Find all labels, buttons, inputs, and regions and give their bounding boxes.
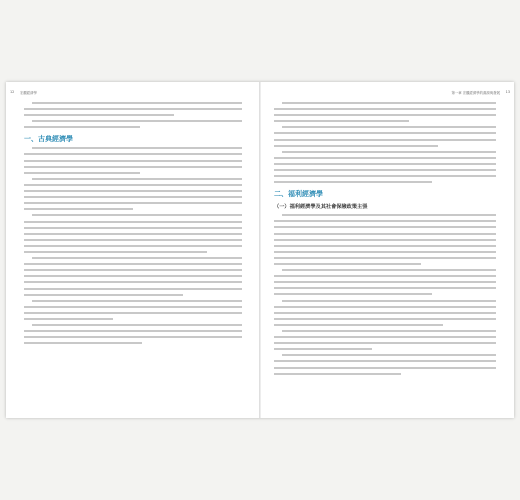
text-line	[274, 220, 496, 222]
intro-text-block	[24, 102, 242, 128]
text-line	[24, 263, 242, 265]
text-line	[274, 312, 496, 314]
text-line	[274, 342, 496, 344]
text-line	[274, 157, 496, 159]
text-line	[274, 275, 496, 277]
text-line	[24, 251, 207, 253]
text-line	[24, 196, 242, 198]
text-line	[24, 294, 183, 296]
left-page	[6, 82, 256, 418]
text-line	[32, 257, 242, 259]
text-line	[274, 293, 432, 295]
text-line	[274, 114, 496, 116]
right-running-head: 第一章 宏觀經濟學的淵源與發展	[451, 91, 500, 95]
text-line	[274, 263, 421, 265]
text-line	[282, 102, 496, 104]
text-line	[24, 227, 242, 229]
text-line	[274, 257, 496, 259]
text-line	[274, 120, 409, 122]
text-line	[274, 287, 496, 289]
left-page-number: 12	[10, 90, 15, 94]
right-page-number: 13	[505, 90, 510, 94]
text-line	[24, 184, 242, 186]
text-line	[274, 175, 496, 177]
text-line	[24, 166, 242, 168]
text-line	[32, 102, 242, 104]
book-gutter	[259, 82, 261, 418]
section-title-classical: 一、古典經濟學	[24, 134, 73, 144]
text-line	[274, 169, 496, 171]
text-line	[24, 160, 242, 162]
text-line	[282, 354, 496, 356]
text-line	[274, 324, 443, 326]
text-line	[274, 360, 496, 362]
text-line	[274, 139, 496, 141]
text-line	[24, 318, 113, 320]
text-line	[24, 153, 242, 155]
text-line	[274, 336, 496, 338]
text-line	[24, 126, 140, 128]
text-line	[24, 306, 242, 308]
text-line	[274, 373, 401, 375]
right-body	[274, 102, 496, 379]
text-line	[24, 233, 242, 235]
text-line	[32, 214, 242, 216]
text-line	[24, 269, 242, 271]
text-line	[274, 181, 432, 183]
text-line	[282, 330, 496, 332]
text-line	[24, 114, 174, 116]
text-line	[24, 288, 242, 290]
text-line	[24, 312, 242, 314]
body-text-block	[24, 147, 242, 344]
text-line	[24, 281, 242, 283]
text-line	[282, 269, 496, 271]
text-line	[274, 108, 496, 110]
text-line	[24, 239, 242, 241]
text-line	[24, 190, 242, 192]
text-line	[24, 245, 242, 247]
text-line	[32, 178, 242, 180]
text-line	[282, 151, 496, 153]
text-line	[32, 120, 242, 122]
text-line	[282, 300, 496, 302]
text-line	[24, 202, 242, 204]
text-line	[274, 233, 496, 235]
text-line	[32, 324, 242, 326]
text-line	[24, 221, 242, 223]
subsection-title: （一）福利經濟學及其社會保險政策主張	[274, 204, 368, 211]
left-body	[24, 102, 242, 348]
text-line	[24, 275, 242, 277]
text-line	[274, 367, 496, 369]
text-line	[274, 245, 496, 247]
text-line	[24, 336, 242, 338]
text-line	[24, 172, 140, 174]
text-line	[282, 126, 496, 128]
text-line	[24, 208, 133, 210]
body-text-block	[274, 214, 496, 374]
text-line	[274, 306, 496, 308]
text-line	[24, 330, 242, 332]
text-line	[32, 300, 242, 302]
text-line	[274, 226, 496, 228]
text-line	[274, 281, 496, 283]
text-line	[24, 108, 242, 110]
text-line	[24, 342, 142, 344]
text-line	[274, 239, 496, 241]
text-line	[282, 214, 496, 216]
left-running-head: 宏觀經濟學	[20, 91, 37, 95]
text-line	[274, 163, 496, 165]
text-line	[274, 145, 438, 147]
book-spread	[6, 82, 514, 418]
text-line	[274, 132, 496, 134]
right-page	[264, 82, 514, 418]
top-text-block	[274, 102, 496, 183]
section-title-welfare: 二、福利經濟學	[274, 189, 323, 199]
text-line	[274, 348, 372, 350]
text-line	[274, 251, 496, 253]
text-line	[274, 318, 496, 320]
text-line	[32, 147, 242, 149]
